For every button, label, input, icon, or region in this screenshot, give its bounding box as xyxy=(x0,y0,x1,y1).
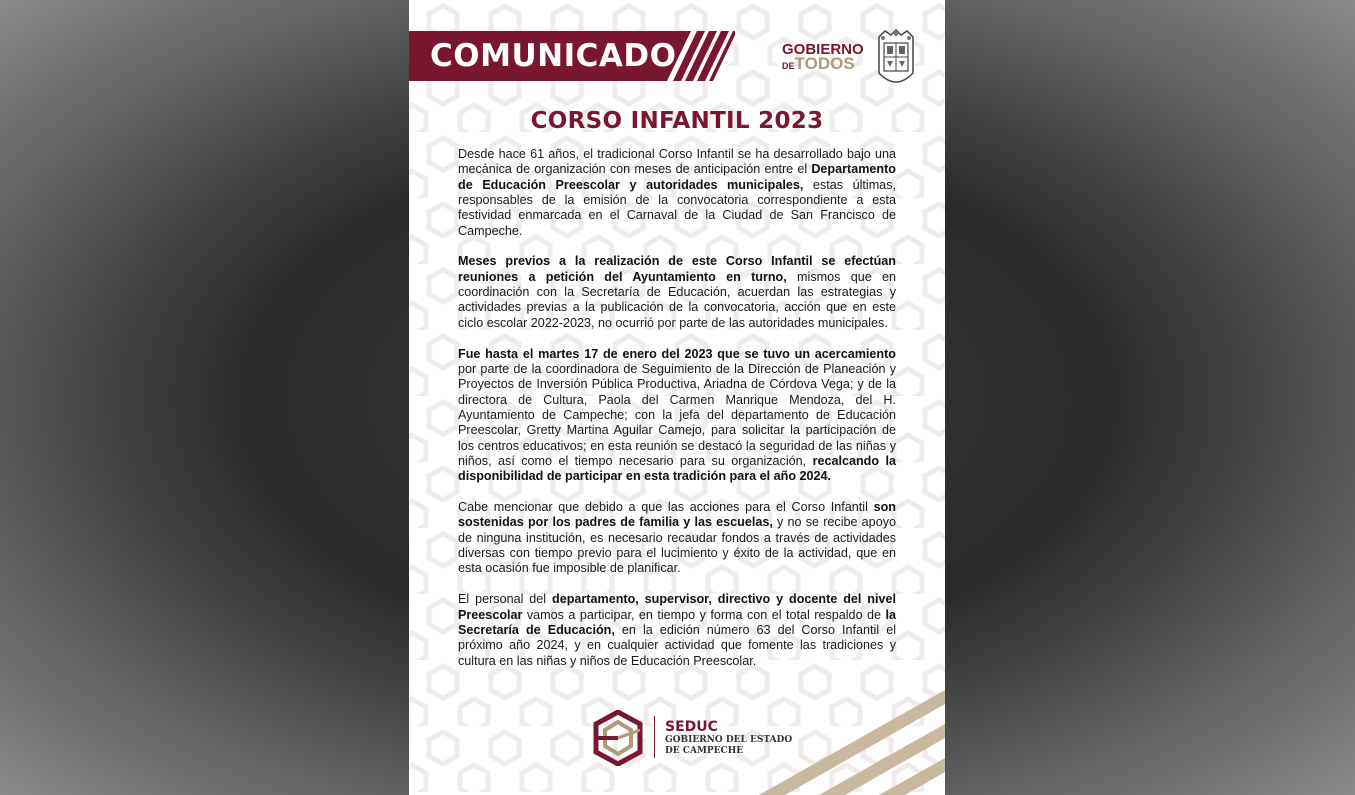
paragraph-4 xyxy=(458,500,896,577)
body-text: vamos a participar, en tiempo y forma con el total respaldo de xyxy=(522,607,886,622)
body-text: Desde hace 61 años, el tradicional Corso Infantil se ha desarrollado bajo una mecánica de organización con meses de anticipación entre el xyxy=(458,147,896,177)
gobierno-de-label: DE xyxy=(782,61,795,71)
gobierno-de-todos-logo xyxy=(782,43,868,73)
banner-label: COMUNICADO xyxy=(430,38,677,74)
coat-of-arms-icon xyxy=(875,29,917,89)
bold-text: Fue hasta el martes 17 de enero del 2023 que se tuvo un acercamiento xyxy=(458,346,896,361)
body-text: Cabe mencionar que debido a que las acciones para el Corso Infantil xyxy=(458,500,874,515)
bold-text: departamento, supervisor, directivo y docente del nivel Preescolar xyxy=(458,592,897,622)
body-text: en la edición número 63 del Corso Infantil el próximo año 2024, y en cualquier actividad que fomente las tradiciones y cultura en las niñas y niños de Educación Preescolar. xyxy=(458,622,896,668)
paragraph-2 xyxy=(458,254,896,331)
communique-page xyxy=(409,0,945,795)
bold-text: Meses previos a la realización de este Corso Infantil se efectúan reuniones a petición del Ayuntamiento en turno, xyxy=(458,254,896,284)
document-title: CORSO INFANTIL 2023 xyxy=(530,108,824,134)
bold-text: recalcando la disponibilidad de participar en esta tradición para el año 2024. xyxy=(458,453,896,484)
document-body xyxy=(458,147,896,684)
todos-label: TODOS xyxy=(794,54,855,73)
seduc-subtitle: GOBIERNO DEL ESTADO DE CAMPECHE xyxy=(665,735,793,756)
body-text: y no se recibe apoyo de ninguna institución, es necesario recaudar fondos a través de actividades diversas con tiempo previo para el lucimiento y éxito de la actividad, que en esta ocasión fue imposible de planificar. xyxy=(458,515,896,576)
paragraph-5 xyxy=(458,592,896,669)
bold-text: Departamento de Educación Preescolar y autoridades municipales, xyxy=(458,162,896,192)
body-text: mismos que en coordinación con la Secretaría de Educación, acuerdan las estrategias y actividades previas a la publicación de la convocatoria, acción que en este ciclo escolar 2022-2023, no ocurrió por parte de las autoridades municipales. xyxy=(458,269,896,330)
paragraph-3 xyxy=(458,347,896,485)
body-text: El personal del xyxy=(458,592,552,607)
footer-separator xyxy=(654,716,655,758)
seduc-name: SEDUC xyxy=(665,719,718,735)
body-text: por parte de la coordinadora de Seguimiento de la Dirección de Planeación y Proyectos de Inversión Pública Productiva, Ariadna de Córdova Vega; y de la directora de Cultura, Paola del Carmen Manrique Mendoza, del H. Ayuntamiento de Campeche; con la jefa del departamento de Educación Preescolar, Gretty Martina Aguilar Camejo, para solicitar la participación de los centros educativos; en esta reunión se destacó la seguridad de las niñas y niños, así como el tiempo necesario para su organización, xyxy=(458,361,896,468)
paragraph-1 xyxy=(458,147,896,239)
bold-text: la Secretaría de Educación, xyxy=(458,607,896,637)
seduc-logo-icon xyxy=(592,710,644,766)
bold-text: son sostenidas por los padres de familia y las escuelas, xyxy=(458,500,896,530)
body-text: estas últimas, responsables de la emisión de la convocatoria correspondiente a esta festividad enmarcada en el Carnaval de la Ciudad de San Francisco de Campeche. xyxy=(458,177,896,238)
gobierno-label: GOBIERNO xyxy=(782,41,864,58)
